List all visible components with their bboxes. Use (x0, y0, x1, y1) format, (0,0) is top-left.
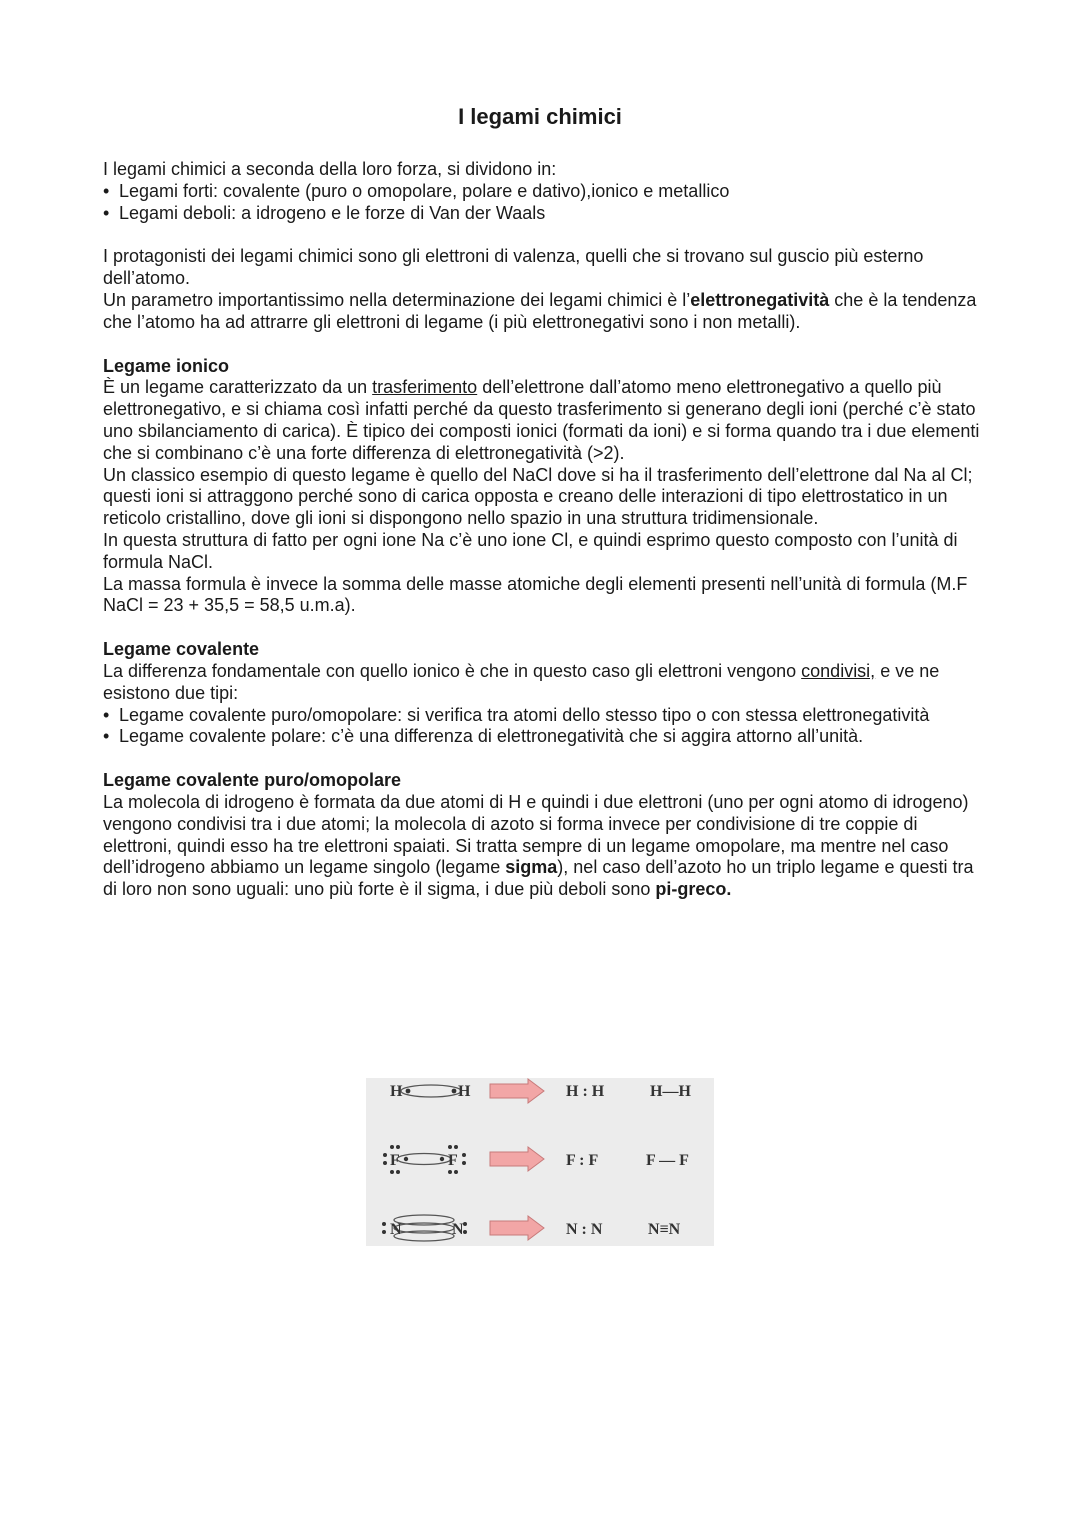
electroneg-text-pre: Un parametro importantissimo nella determinazione dei legami chimici è l’ (103, 289, 691, 310)
n-atom-left: N (390, 1221, 402, 1238)
covalent-heading: Legame covalente (103, 639, 260, 660)
f-atom-right: F (448, 1152, 458, 1169)
electronegativity-paragraph (103, 290, 983, 334)
valence-paragraph: I protagonisti dei legami chimici sono gli elettroni di valenza, quelli che si trovano sul guscio più esterno dell’atomo. (103, 246, 924, 289)
shared-term: condivisi, (801, 660, 876, 681)
n-shared-pairs: N : N (566, 1221, 603, 1238)
h-single-bond: H—H (650, 1083, 691, 1100)
arrow-icon (490, 1147, 544, 1171)
electroneg-term: elettronegatività (690, 289, 830, 310)
lewis-structures-figure (366, 1078, 714, 1246)
document-body (103, 159, 983, 901)
f-atom-left: F (390, 1152, 400, 1169)
ionic-heading: Legame ionico (103, 355, 230, 376)
h-shared-pair: H : H (566, 1083, 605, 1100)
arrow-icon (490, 1216, 544, 1240)
intro-line: I legami chimici a seconda della loro forza, si dividono in: (103, 159, 557, 179)
page-title: I legami chimici (458, 104, 622, 129)
arrow-icon (490, 1079, 544, 1103)
row-hydrogen (390, 1079, 691, 1103)
covalent-paragraph: La differenza fondamentale con quello ionico è che in questo caso gli elettroni vengono condivisi, e ve ne esistono due tipi: (103, 660, 940, 703)
ionic-paragraph-4: La massa formula è invece la somma delle masse atomiche degli elementi presenti nell’unità di formula (M.F NaCl = 23 + 35,5 = 58,5 u.m.a). (103, 573, 968, 616)
f-single-bond: F — F (646, 1152, 689, 1169)
covalent-bullet-pure: • Legame covalente puro/omopolare: si verifica tra atomi dello stesso tipo o con stessa elettronegatività (103, 705, 983, 727)
row-fluorine (383, 1145, 689, 1174)
ionic-paragraph-3: In questa struttura di fatto per ogni ione Na c’è uno ione Cl, e quindi esprimo questo composto con l’unità di formula NaCl. (103, 529, 958, 572)
n-triple-bond: N≡N (648, 1221, 681, 1238)
electroneg-text-post: che è la tendenza che l’atomo ha ad attrarre gli elettroni di legame (i più elettronegativi sono i non metalli). (103, 289, 977, 332)
h-atom-right: H (458, 1083, 471, 1100)
sigma-term: sigma (505, 857, 558, 878)
row-nitrogen (382, 1215, 681, 1241)
lewis-diagram (366, 1078, 714, 1246)
intro-bullet-strong: • Legami forti: covalente (puro o omopolare, polare e dativo),ionico e metallico (103, 181, 983, 203)
ionic-paragraph-1: È un legame caratterizzato da un trasferimento dell’elettrone dall’atomo meno elettronegativo a quello più elettronegativo, e si chiama così infatti perché da questo trasferimento si generano degli ioni (perché c’è stato uno sbilanciamento di carica). È tipico dei composti ionici (formati da ioni) e si forma quando tra i due elementi che si combinano c’è una forte differenza di elettronegatività (>2). (103, 377, 980, 463)
pure-covalent-heading: Legame covalente puro/omopolare (103, 770, 402, 791)
pure-covalent-paragraph: La molecola di idrogeno è formata da due atomi di H e quindi i due elettroni (uno per ogni atomo di idrogeno) vengono condivisi tra i due atomi; la molecola di azoto si forma invece per condivisione di tre coppie di elettroni, quindi esso ha tre elettroni spaiati. Si tratta sempre di un legame omopolare, ma mentre nel caso dell’idrogeno abbiamo un legame singolo (legame sigma), nel caso dell’azoto ho un triplo legame e questi tra di loro non sono uguali: uno più forte è il sigma, i due più deboli sono pi-greco. (103, 791, 974, 900)
f-shared-pair: F : F (566, 1152, 599, 1169)
intro-bullet-weak: • Legami deboli: a idrogeno e le forze di Van der Waals (103, 203, 983, 225)
transfer-term: trasferimento (372, 377, 478, 398)
covalent-bullet-polar: • Legame covalente polare: c’è una differenza di elettronegatività che si aggira attorno all’unità. (103, 726, 983, 748)
h-atom-left: H (390, 1083, 403, 1100)
pi-greco-term: pi-greco. (655, 879, 732, 900)
n-atom-right: N (452, 1221, 464, 1238)
ionic-paragraph-2: Un classico esempio di questo legame è quello del NaCl dove si ha il trasferimento dell’elettrone dal Na al Cl; questi ioni si attraggono perché sono di carica opposta e creano delle interazioni di tipo elettrostatico in un reticolo cristallino, dove gli ioni si dispongono nello spazio in una struttura tridimensionale. (103, 464, 973, 529)
